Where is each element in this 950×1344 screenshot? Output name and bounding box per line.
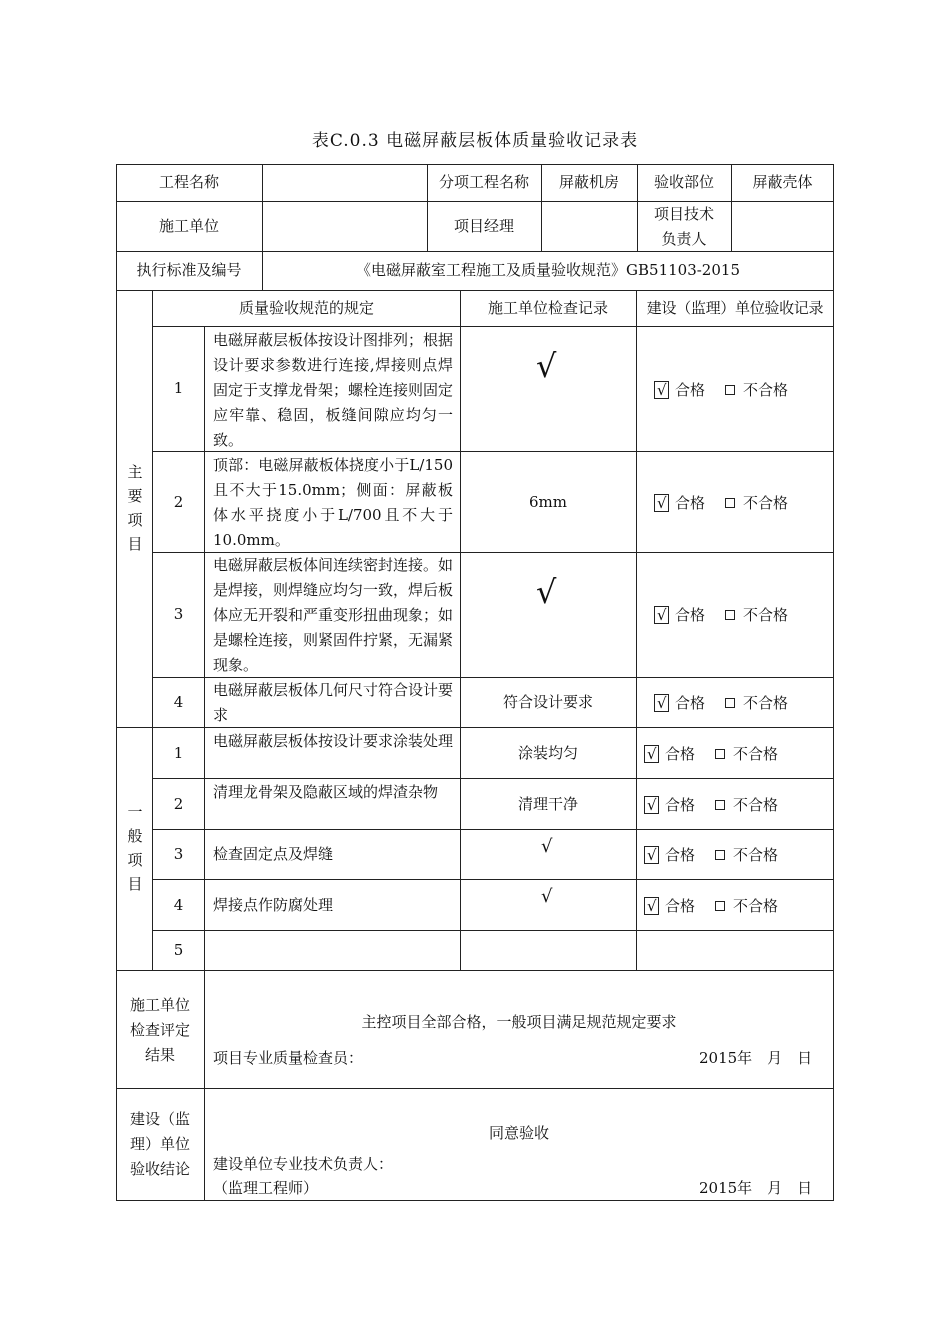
result-checkboxes	[654, 603, 788, 626]
item-number: 3	[173, 605, 184, 623]
pass-label: 合格	[675, 381, 706, 399]
standard-value: 《电磁屏蔽室工程施工及质量验收规范》GB51103-2015	[356, 261, 740, 279]
col-line	[204, 970, 205, 1201]
item-spec: 电磁屏蔽层板体按设计要求涂装处理	[213, 732, 454, 750]
owner-eval-label: 建设（监	[129, 1110, 190, 1128]
pass-checkbox[interactable]: √	[654, 494, 669, 512]
pass-checkbox[interactable]: √	[654, 606, 669, 624]
fail-checkbox[interactable]	[715, 749, 725, 759]
general-items-label-char: 目	[127, 875, 143, 893]
check-mark: √	[536, 573, 557, 611]
item-number: 4	[173, 693, 184, 711]
pass-label: 合格	[675, 694, 706, 712]
contractor-eval-label: 结果	[144, 1046, 175, 1064]
row-line	[153, 879, 834, 880]
fail-label: 不合格	[733, 897, 779, 915]
check-mark: √	[536, 347, 557, 385]
fail-label: 不合格	[743, 694, 789, 712]
item-spec: 电磁屏蔽层板体间连续密封连接。如是焊接，则焊缝应均匀一致，焊后板体应无开裂和严重变形扭曲现象；如是螺栓连接，则紧固件拧紧，无漏紧现象。	[213, 556, 454, 674]
fail-label: 不合格	[733, 796, 779, 814]
tech-lead-label: 负责人	[661, 230, 707, 248]
owner-conclusion: 同意验收	[488, 1124, 549, 1142]
column-header-contractor: 施工单位检查记录	[487, 299, 608, 317]
general-items-label-char: 般	[127, 827, 143, 845]
owner-eval-label: 验收结论	[129, 1160, 190, 1178]
row-line	[116, 970, 834, 971]
owner-tech-lead-label: 建设单位专业技术负责人：	[213, 1155, 394, 1173]
standard-label: 执行标准及编号	[136, 261, 242, 279]
inspector-label: 项目专业质量检查员：	[213, 1049, 364, 1067]
general-items-label-char: 项	[127, 851, 143, 869]
row-line	[116, 290, 834, 291]
pass-label: 合格	[665, 796, 696, 814]
contractor-eval-label: 施工单位	[129, 996, 190, 1014]
main-items-label-char: 目	[127, 535, 143, 553]
fail-checkbox[interactable]	[725, 385, 735, 395]
construction-unit-label: 施工单位	[158, 217, 219, 235]
item-spec: 焊接点作防腐处理	[213, 896, 334, 914]
fail-label: 不合格	[733, 745, 779, 763]
supervisor-label: （监理工程师）	[213, 1179, 319, 1197]
item-spec: 清理龙骨架及隐蔽区域的焊渣杂物	[213, 783, 439, 801]
check-record: 清理干净	[517, 795, 578, 813]
item-number: 1	[173, 379, 184, 397]
result-checkboxes	[654, 691, 788, 714]
pass-checkbox[interactable]: √	[654, 381, 669, 399]
pass-checkbox[interactable]: √	[644, 796, 659, 814]
pass-checkbox[interactable]: √	[644, 846, 659, 864]
row-line	[153, 326, 834, 327]
col-line	[460, 290, 461, 970]
pass-label: 合格	[665, 846, 696, 864]
project-name-label: 工程名称	[158, 173, 219, 191]
fail-label: 不合格	[743, 381, 789, 399]
contractor-conclusion: 主控项目全部合格，一般项目满足规范规定要求	[361, 1013, 677, 1031]
fail-label: 不合格	[733, 846, 779, 864]
result-checkboxes	[644, 894, 778, 917]
result-checkboxes	[644, 793, 778, 816]
sub-project-value: 屏蔽机房	[558, 173, 619, 191]
fail-checkbox[interactable]	[725, 610, 735, 620]
item-number: 3	[173, 845, 184, 863]
tech-lead-label: 项目技术	[653, 205, 714, 223]
fail-checkbox[interactable]	[715, 850, 725, 860]
row-line	[153, 829, 834, 830]
row-line	[153, 778, 834, 779]
main-items-label-char: 项	[127, 511, 143, 529]
pass-label: 合格	[675, 494, 706, 512]
fail-checkbox[interactable]	[725, 498, 735, 508]
check-mark: √	[541, 886, 553, 907]
main-items-label-char: 主	[127, 463, 143, 481]
col-line	[204, 326, 205, 970]
pass-checkbox[interactable]: √	[654, 694, 669, 712]
col-line	[636, 290, 637, 970]
result-checkboxes	[654, 491, 788, 514]
owner-date: 2015年 月 日	[699, 1179, 813, 1197]
item-spec: 电磁屏蔽层板体几何尺寸符合设计要求	[213, 681, 454, 724]
fail-checkbox[interactable]	[715, 800, 725, 810]
pass-label: 合格	[665, 897, 696, 915]
pass-checkbox[interactable]: √	[644, 897, 659, 915]
acceptance-part-value: 屏蔽壳体	[752, 173, 813, 191]
check-mark: √	[541, 836, 553, 857]
item-number: 1	[173, 744, 184, 762]
contractor-date: 2015年 月 日	[699, 1049, 813, 1067]
item-spec: 顶部：电磁屏蔽板体挠度小于L/150且不大于15.0mm；侧面：屏蔽板体水平挠度小于L/700且不大于10.0mm。	[213, 456, 453, 549]
item-number: 4	[173, 896, 184, 914]
pass-checkbox[interactable]: √	[644, 745, 659, 763]
row-line	[153, 930, 834, 931]
col-line	[262, 164, 263, 251]
project-manager-label: 项目经理	[453, 217, 514, 235]
page-title: 表C.0.3 电磁屏蔽层板体质量验收记录表	[311, 131, 639, 151]
contractor-eval-label: 检查评定	[129, 1021, 190, 1039]
fail-label: 不合格	[743, 494, 789, 512]
general-items-label-char: 一	[127, 803, 143, 821]
check-record: 符合设计要求	[502, 693, 593, 711]
item-number: 2	[173, 493, 184, 511]
item-number: 2	[173, 795, 184, 813]
acceptance-part-label: 验收部位	[653, 173, 714, 191]
fail-label: 不合格	[743, 606, 789, 624]
pass-label: 合格	[675, 606, 706, 624]
column-header-supervisor: 建设（监理）单位验收记录	[646, 299, 824, 317]
item-number: 5	[173, 941, 184, 959]
main-items-label-char: 要	[127, 487, 143, 505]
item-spec: 检查固定点及焊缝	[213, 845, 334, 863]
check-record: 涂装均匀	[517, 744, 578, 762]
owner-eval-label: 理）单位	[129, 1135, 190, 1153]
sub-project-label: 分项工程名称	[438, 173, 529, 191]
fail-checkbox[interactable]	[715, 901, 725, 911]
item-spec: 电磁屏蔽层板体按设计图排列；根据设计要求参数进行连接,焊接则点焊固定于支撑龙骨架；螺栓连接则固定应牢靠、稳固，板缝间隙应均匀一致。	[213, 331, 454, 449]
check-record: 6mm	[529, 493, 567, 511]
result-checkboxes	[644, 742, 778, 765]
column-header-spec: 质量验收规范的规定	[238, 299, 374, 317]
fail-checkbox[interactable]	[725, 698, 735, 708]
result-checkboxes	[644, 843, 778, 866]
result-checkboxes	[654, 378, 788, 401]
row-line	[116, 1088, 834, 1089]
pass-label: 合格	[665, 745, 696, 763]
